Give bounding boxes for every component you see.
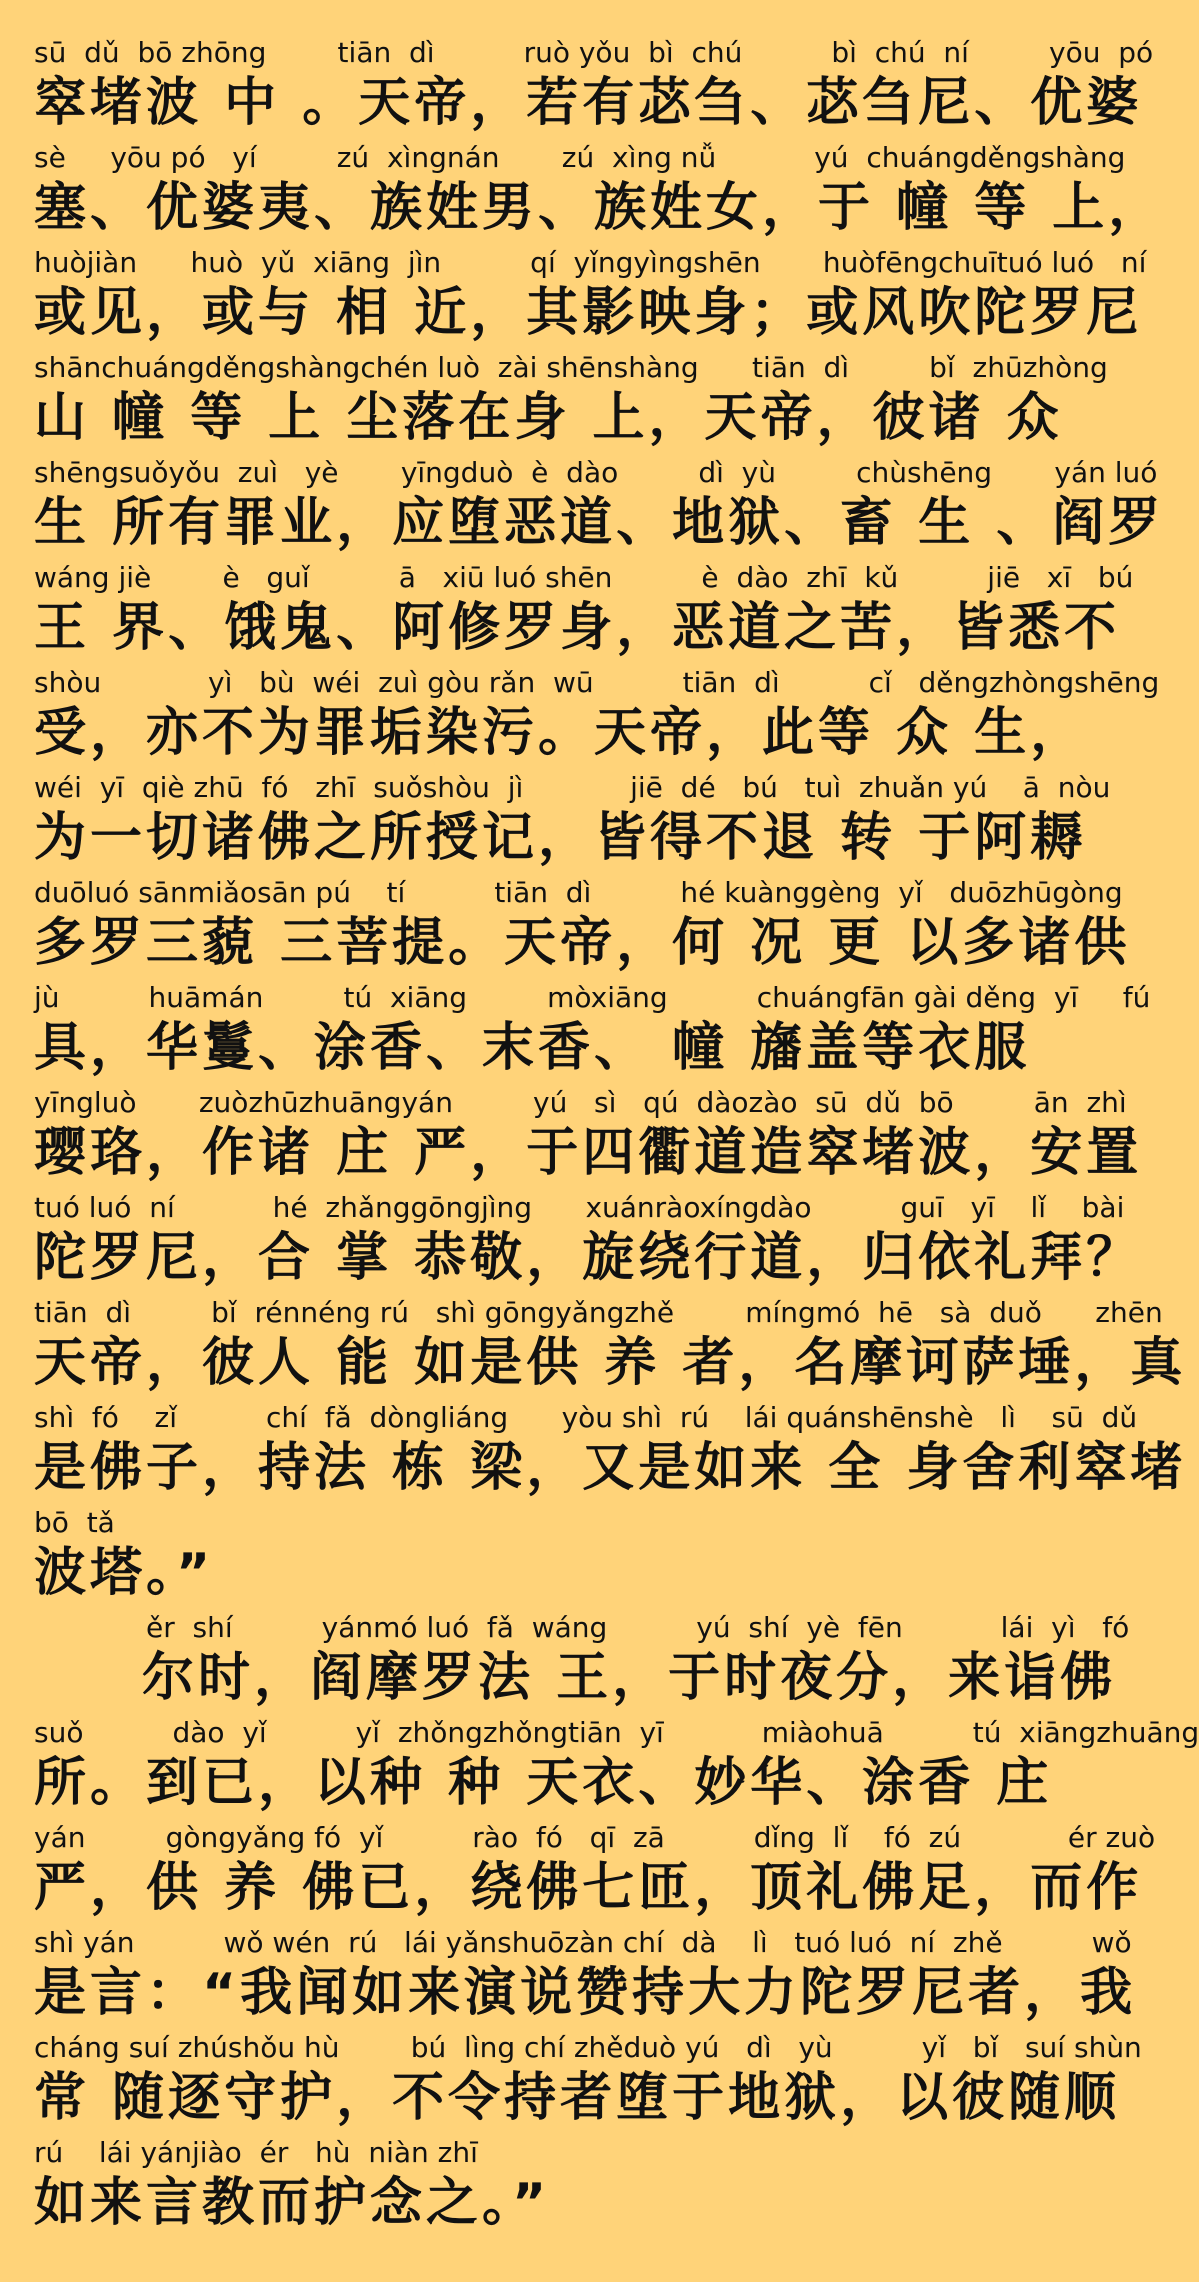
verse-line [0,1819,1156,1924]
verse-line [0,1294,1187,1399]
hanzi-line: 如来言教而护念之。” [34,2173,551,2233]
verse-line [0,1399,1187,1504]
pinyin-line: jù huāmán tú xiāng mòxiāng chuángfān gài děng yī fú [34,981,1151,1014]
hanzi-line: 陀罗尼，合 掌 恭敬，旋绕行道，归依礼拜？ [34,1228,1143,1288]
hanzi-line: 具，华鬘、涂香、末香、 幢 旛盖等衣服 [34,1018,1031,1078]
pinyin-line: tiān dì bǐ rénnéng rú shì gōngyǎngzhě míngmó hē sà duǒ zhēn [34,1296,1163,1329]
pinyin-line: wáng jiè è guǐ ā xiū luó shēn è dào zhī kǔ jiē xī bú [34,561,1134,594]
hanzi-line: 所。到已，以种 种 天衣、妙华、涂香 庄 [34,1753,1053,1813]
hanzi-line: 严，供 养 佛已，绕佛七匝，顶礼佛足，而作 [34,1858,1143,1918]
hanzi-line: 是言：“我闻如来演说赞持大力陀罗尼者，我 [34,1963,1137,2023]
pinyin-line: shòu yì bù wéi zuì gòu rǎn wū tiān dì cǐ děngzhòngshēng [34,666,1160,699]
hanzi-line: 多罗三藐 三菩提。天帝，何 况 更 以多诸供 [34,913,1131,973]
pinyin-line: shēngsuǒyǒu zuì yè yīngduò è dào dì yù chùshēng yán luó [34,456,1158,489]
verse-line [0,139,1165,244]
verse-line [0,1189,1143,1294]
hanzi-line: 天帝，彼人 能 如是供 养 者，名摩诃萨埵，真 [34,1333,1187,1393]
text-body [0,34,1199,2239]
hanzi-line: 或见，或与 相 近，其影映身；或风吹陀罗尼 [34,283,1143,343]
verse-line [0,454,1165,559]
verse-line [0,2029,1142,2134]
verse-line [0,1924,1137,2029]
hanzi-line: 受，亦不为罪垢染污。天帝，此等 众 生， [34,703,1087,763]
pinyin-line: shì fó zǐ chí fǎ dòngliáng yòu shì rú lái quánshēnshè lì sū dǔ [34,1401,1138,1434]
hanzi-line: 尔时，阎摩罗法 王，于时夜分，来诣佛 [142,1648,1117,1708]
pinyin-line: huòjiàn huò yǔ xiāng jìn qí yǐngyìngshēn huòfēngchuītuó luó ní [34,246,1147,279]
pinyin-line: duōluó sānmiǎosān pú tí tiān dì hé kuànggèng yǐ duōzhūgòng [34,876,1123,909]
pinyin-line: rú lái yánjiào ér hù niàn zhī [34,2136,478,2169]
verse-line [0,1084,1143,1189]
hanzi-line: 璎珞，作诸 庄 严，于四衢道造窣堵波，安置 [34,1123,1143,1183]
verse-line [0,769,1111,874]
verse-line [0,664,1160,769]
verse-line [0,1609,1130,1714]
hanzi-line: 为一切诸佛之所授记，皆得不退 转 于阿耨 [34,808,1087,868]
hanzi-line: 生 所有罪业，应堕恶道、地狱、畜 生 、阎罗 [34,493,1165,553]
verse-line [0,979,1151,1084]
verse-line [0,244,1147,349]
pinyin-line: bō tǎ [34,1506,115,1539]
pinyin-line: shānchuángděngshàngchén luò zài shēnshàng tiān dì bǐ zhūzhòng [34,351,1108,384]
hanzi-line: 常 随逐守护，不令持者堕于地狱，以彼随顺 [34,2068,1121,2128]
pinyin-line: sū dǔ bō zhōng tiān dì ruò yǒu bì chú bì chú ní yōu pó [34,36,1154,69]
hanzi-line: 是佛子，持法 栋 梁，又是如来 全 身舍利窣堵 [34,1438,1187,1498]
hanzi-line: 山 幢 等 上 尘落在身 上，天帝，彼诸 众 [34,388,1063,448]
pinyin-line: cháng suí zhúshǒu hù bú lìng chí zhěduò yú dì yù yǐ bǐ suí shùn [34,2031,1142,2064]
pinyin-line: yán gòngyǎng fó yǐ rào fó qī zā dǐng lǐ fó zú ér zuò [34,1821,1156,1854]
verse-line [0,874,1131,979]
verse-line [0,1714,1199,1819]
verse-line [0,34,1154,139]
verse-line [0,559,1134,664]
pinyin-line: tuó luó ní hé zhǎnggōngjìng xuánràoxíngdào guī yī lǐ bài [34,1191,1125,1224]
pinyin-line: sè yōu pó yí zú xìngnán zú xìng nǚ yú chuángděngshàng [34,141,1126,174]
pinyin-line: suǒ dào yǐ yǐ zhǒngzhǒngtiān yī miàohuā tú xiāngzhuāng [34,1716,1199,1749]
hanzi-line: 波塔。” [34,1543,215,1603]
hanzi-line: 王 界、饿鬼、阿修罗身，恶道之苦，皆悉不 [34,598,1121,658]
verse-line [0,2134,1080,2239]
verse-line [0,349,1108,454]
pinyin-line: yīngluò zuòzhūzhuāngyán yú sì qú dàozào sū dǔ bō ān zhì [34,1086,1127,1119]
hanzi-line: 窣堵波 中 。天帝，若有苾刍、苾刍尼、优婆 [34,73,1143,133]
pinyin-line: wéi yī qiè zhū fó zhī suǒshòu jì jiē dé bú tuì zhuǎn yú ā nòu [34,771,1111,804]
hanzi-line: 塞、优婆夷、族姓男、族姓女，于 幢 等 上， [34,178,1165,238]
verse-line [0,1504,1080,1609]
pinyin-line: ěr shí yánmó luó fǎ wáng yú shí yè fēn lái yì fó [146,1611,1130,1644]
pinyin-line: shì yán wǒ wén rú lái yǎnshuōzàn chí dà lì tuó luó ní zhě wǒ [34,1926,1132,1959]
